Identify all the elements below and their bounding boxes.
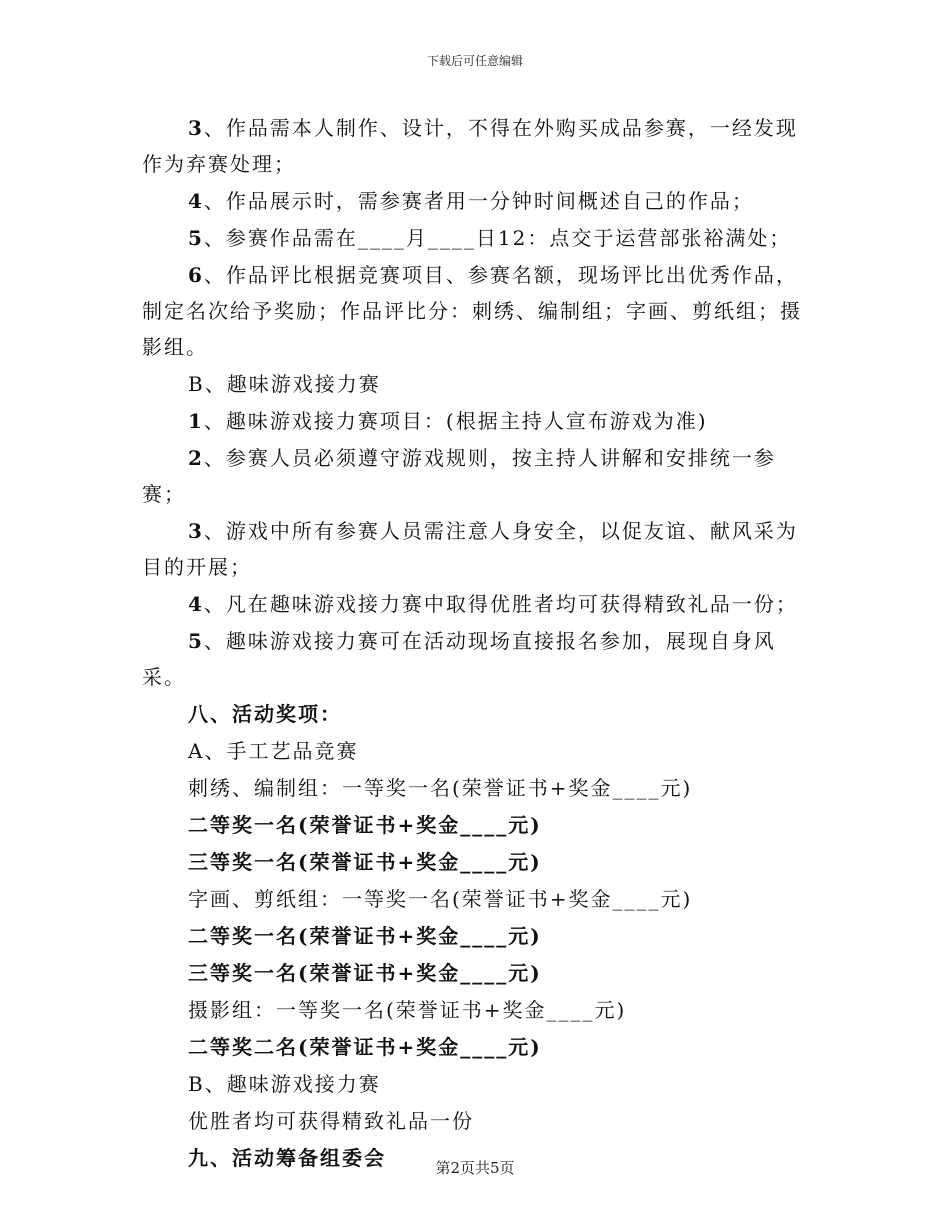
- item-number: 5: [188, 226, 204, 250]
- paragraph: [142, 992, 812, 1028]
- paragraph-text: 优胜者均可获得精致礼品一份: [188, 1109, 474, 1133]
- paragraph-text: A、手工艺品竞赛: [188, 739, 359, 763]
- item-number: 4: [188, 189, 204, 213]
- paragraph: [142, 844, 812, 880]
- paragraph: [142, 918, 812, 954]
- paragraph: [142, 220, 812, 256]
- paragraph-text: B、趣味游戏接力赛: [188, 1072, 381, 1096]
- paragraph-text: 、凡在趣味游戏接力赛中取得优胜者均可获得精致礼品一份；: [203, 592, 798, 616]
- paragraph-text: 、作品需本人制作、设计，不得在外购买成品参赛，一经发现作为弃赛处理；: [142, 116, 798, 176]
- document-body: [142, 110, 812, 1177]
- item-number: 3: [188, 116, 204, 140]
- page-footer: 第2页共5页: [435, 1159, 515, 1177]
- paragraph-text: 九、活动筹备组委会: [188, 1146, 386, 1170]
- paragraph: [142, 733, 812, 769]
- paragraph: [142, 1103, 812, 1139]
- paragraph: [142, 881, 812, 917]
- paragraph-text: 三等奖一名(荣誉证书+奖金____元): [188, 850, 542, 874]
- item-number: 2: [188, 446, 204, 470]
- paragraph-text: 刺绣、编制组：一等奖一名(荣誉证书+奖金____元): [188, 776, 693, 800]
- paragraph: [142, 1029, 812, 1065]
- paragraph-text: 、作品评比根据竞赛项目、参赛名额，现场评比出优秀作品，制定名次给予奖励；作品评比分：刺绣、编制组；字画、剪纸组；摄影组。: [142, 263, 802, 359]
- paragraph: [142, 955, 812, 991]
- paragraph-text: 摄影组：一等奖一名(荣誉证书+奖金____元): [188, 998, 627, 1022]
- paragraph-text: 八、活动奖项：: [188, 702, 342, 726]
- paragraph: [142, 1066, 812, 1102]
- paragraph-text: 、趣味游戏接力赛可在活动现场直接报名参加，展现自身风采。: [142, 629, 776, 689]
- paragraph: [142, 110, 812, 182]
- paragraph: [142, 257, 812, 365]
- paragraph: [142, 586, 812, 622]
- item-number: 6: [188, 263, 204, 287]
- paragraph-text: 、参赛作品需在____月____日12：点交于运营部张裕满处；: [203, 226, 792, 250]
- paragraph: [142, 403, 812, 439]
- item-number: 5: [188, 629, 204, 653]
- paragraph: [142, 183, 812, 219]
- paragraph-text: 、趣味游戏接力赛项目：(根据主持人宣布游戏为准): [203, 409, 708, 433]
- paragraph: [142, 366, 812, 402]
- paragraph-text: 、作品展示时，需参赛者用一分钟时间概述自己的作品；: [203, 189, 754, 213]
- paragraph: [142, 807, 812, 843]
- paragraph-text: 二等奖一名(荣誉证书+奖金____元): [188, 924, 542, 948]
- item-number: 4: [188, 592, 204, 616]
- paragraph-text: 二等奖一名(荣誉证书+奖金____元): [188, 813, 542, 837]
- paragraph: [142, 513, 812, 585]
- paragraph-text: 二等奖二名(荣誉证书+奖金____元): [188, 1035, 542, 1059]
- item-number: 1: [188, 409, 204, 433]
- paragraph-text: 字画、剪纸组：一等奖一名(荣誉证书+奖金____元): [188, 887, 693, 911]
- paragraph: [142, 623, 812, 695]
- paragraph: [142, 770, 812, 806]
- paragraph-text: B、趣味游戏接力赛: [188, 372, 381, 396]
- paragraph-text: 三等奖一名(荣誉证书+奖金____元): [188, 961, 542, 985]
- paragraph-text: 、参赛人员必须遵守游戏规则，按主持人讲解和安排统一参赛；: [142, 446, 776, 506]
- paragraph-text: 、游戏中所有参赛人员需注意人身安全，以促友谊、献风采为目的开展；: [142, 519, 798, 579]
- item-number: 3: [188, 519, 204, 543]
- page-header: 下载后可任意编辑: [426, 54, 523, 68]
- paragraph: [142, 440, 812, 512]
- paragraph: [142, 696, 812, 732]
